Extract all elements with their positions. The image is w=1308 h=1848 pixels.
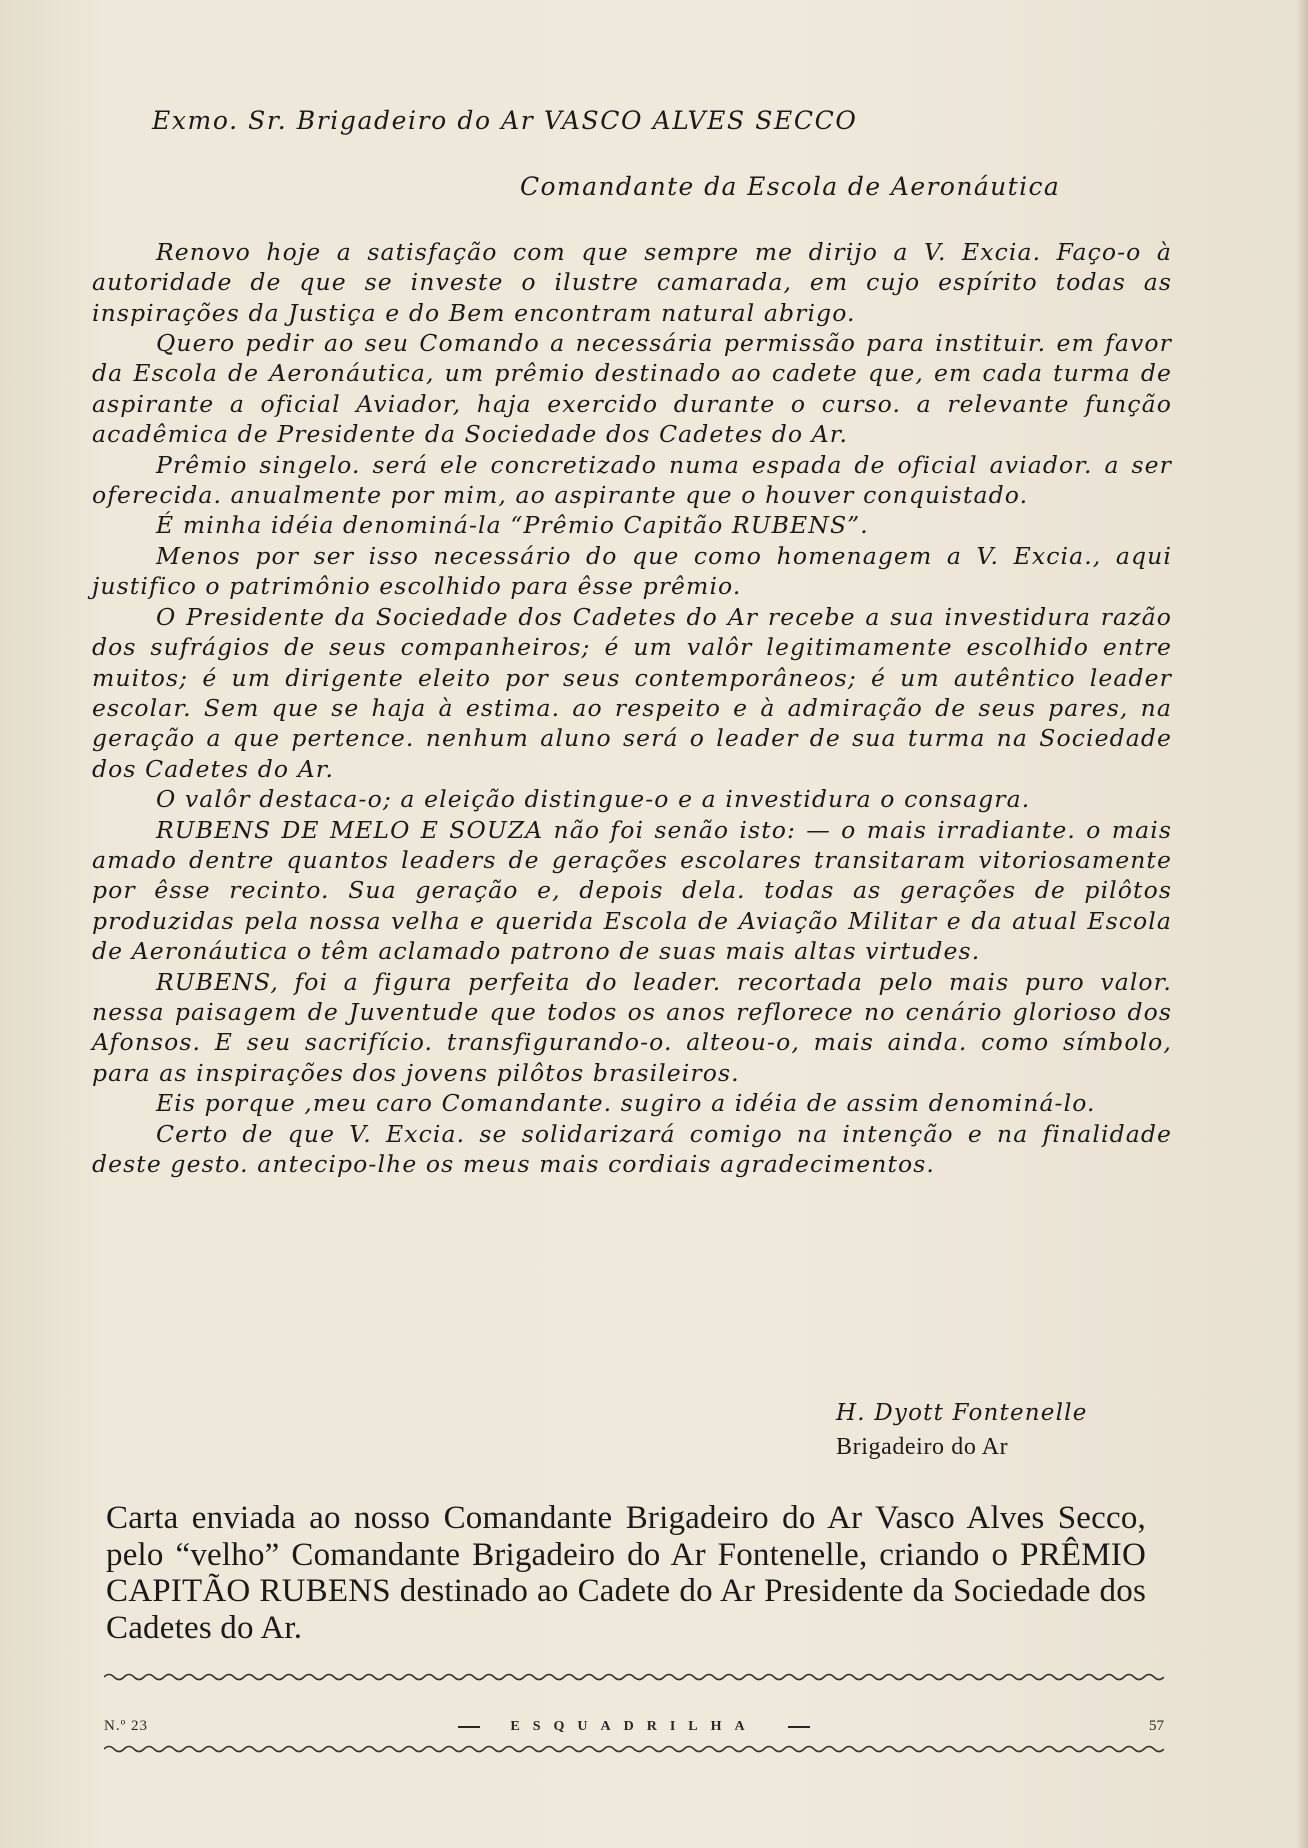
page-edge-shadow bbox=[1296, 0, 1308, 1848]
letter-paragraph: Prêmio singelo. será ele concretizado numa espada de oficial aviador. a ser oferecida. anualmente por mim, ao aspirante que o houver conquistado. bbox=[92, 450, 1172, 510]
salutation: Exmo. Sr. Brigadeiro do Ar VASCO ALVES SECCO bbox=[152, 106, 858, 135]
letter-paragraph: Eis porque ,meu caro Comandante. sugiro a idéia de assim denominá-lo. bbox=[156, 1089, 1096, 1118]
issue-number: N.º 23 bbox=[104, 1718, 148, 1734]
letter-paragraph: Quero pedir ao seu Comando a necessária permissão para instituir. em favor da Escola de Aeronáutica, um prêmio destinado ao cadete que, em cada turma de aspirante a oficial Aviador, haja exercido durante o curso. a relevante função acadêmica de Presidente da Sociedade dos Cadetes do Ar. bbox=[92, 329, 1172, 449]
letter-paragraph: RUBENS, foi a figura perfeita do leader. recortada pelo mais puro valor. nessa paisagem de Juventude que todos os anos reflorece no cenário glorioso dos Afonsos. E seu sacrifício. transfigurando-o. alteou-o, mais ainda. como símbolo, para as inspirações dos jovens pilôtos brasileiros. bbox=[92, 967, 1172, 1087]
letter-paragraph: É minha idéia denominá-la “Prêmio Capitão RUBENS”. bbox=[156, 511, 869, 540]
footer-rule-bottom bbox=[104, 1744, 1164, 1754]
signature-rank: Brigadeiro do Ar bbox=[836, 1434, 1009, 1460]
letter-paragraph: O Presidente da Sociedade dos Cadetes do Ar recebe a sua investidura razão dos sufrágios de seus companheiros; é um valôr legitimamente escolhido entre muitos; é um dirigente eleito por seus contemporâneos; é um autêntico leader escolar. Sem que se haja à estima. ao respeito e à admiração de seus pares, na geração a que pertence. nenhum aluno será o leader de sua turma na Sociedade dos Cadetes do Ar. bbox=[92, 602, 1172, 783]
recipient-title: Comandante da Escola de Aeronáutica bbox=[520, 172, 1061, 202]
letter-paragraph: Renovo hoje a satisfação com que sempre me dirijo a V. Excia. Faço-o à autoridade de que se investe o ilustre camarada, em cujo espírito todas as inspirações da Justiça e do Bem encontram natural abrigo. bbox=[92, 237, 1172, 327]
signature-name: H. Dyott Fontenelle bbox=[836, 1400, 1088, 1426]
footer-rule-top bbox=[104, 1672, 1164, 1682]
dash-left bbox=[458, 1726, 480, 1728]
dash-right bbox=[788, 1726, 810, 1728]
page-number: 57 bbox=[1149, 1718, 1164, 1734]
footer-title bbox=[104, 1718, 1164, 1735]
letter-paragraph: RUBENS DE MELO E SOUZA não foi senão isto: — o mais irradiante. o mais amado dentre quantos leaders de gerações escolares transitaram vitoriosamente por êsse recinto. Sua geração e, depois dela. todas as gerações de pilôtos produzidas pela nossa velha e querida Escola de Aviação Militar e da atual Escola de Aeronáutica o têm aclamado patrono de suas mais altas virtudes. bbox=[92, 815, 1172, 966]
signature-block bbox=[836, 1396, 1156, 1464]
caption: Carta enviada ao nosso Comandante Brigadeiro do Ar Vasco Alves Secco, pelo “velho” Comandante Brigadeiro do Ar Fontenelle, criando o PRÊMIO CAPITÃO RUBENS destinado ao Cadete do Ar Presidente da Sociedade dos Cadetes do Ar. bbox=[106, 1500, 1146, 1646]
letter-paragraph: Menos por ser isso necessário do que como homenagem a V. Excia., aqui justifico o patrimônio escolhido para êsse prêmio. bbox=[92, 541, 1172, 601]
page-footer bbox=[104, 1718, 1164, 1744]
magazine-name: ESQUADRILHA bbox=[510, 1719, 758, 1734]
letter-paragraph: O valôr destaca-o; a eleição distingue-o e a investidura o consagra. bbox=[156, 785, 1031, 814]
letter-body bbox=[92, 106, 1172, 1179]
letter-paragraph: Certo de que V. Excia. se solidarizará comigo na intenção e na finalidade deste gesto. antecipo-lhe os meus mais cordiais agradecimentos. bbox=[92, 1119, 1172, 1178]
